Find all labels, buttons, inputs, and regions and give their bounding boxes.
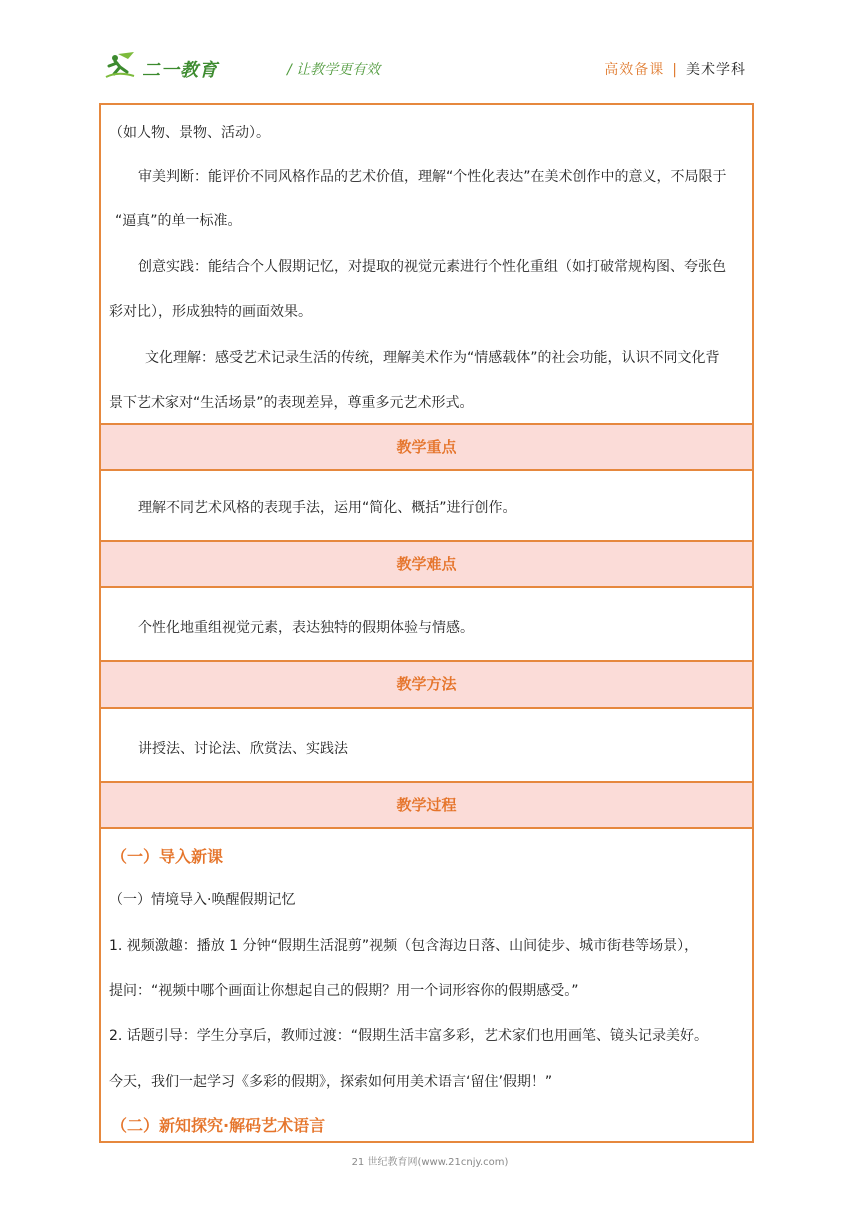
key-points-heading: 教学重点 (101, 423, 752, 471)
header-subject: 美术学科 (686, 62, 746, 78)
header-subject-info (604, 59, 746, 79)
creative-practice-line-1: 创意实践：能结合个人假期记忆，对提取的视觉元素进行个性化重组（如打破常规构图、夸张色 (138, 259, 726, 275)
intro-line-1: （如人物、景物、活动）。 (109, 125, 270, 141)
logo-text: 二一教育 (142, 60, 218, 81)
header-tagline: 高效备课 (604, 62, 665, 78)
aesthetic-judgment-line-1: 审美判断：能评价不同风格作品的艺术价值，理解“个性化表达”在美术创作中的意义，不局限于 (138, 169, 727, 185)
creative-practice-line-2: 彩对比），形成独特的画面效果。 (109, 304, 312, 320)
section-2-title: （二）新知探究·解码艺术语言 (111, 1116, 326, 1135)
page-footer: 21 世纪教育网(www.21cnjy.com) (351, 1157, 509, 1168)
page-header (0, 0, 860, 100)
running-figure-logo-icon (104, 50, 140, 80)
methods-heading: 教学方法 (101, 660, 752, 709)
aesthetic-judgment-line-2: “逼真”的单一标准。 (115, 213, 242, 229)
process-line-2: 提问：“视频中哪个画面让你想起自己的假期？用一个词形容你的假期感受。” (109, 983, 579, 999)
lesson-plan-table (99, 103, 754, 1143)
methods-text: 讲授法、讨论法、欣赏法、实践法 (138, 741, 348, 757)
section-1-subtitle: （一）情境导入·唤醒假期记忆 (109, 892, 296, 908)
header-separator: | (672, 62, 678, 78)
difficulties-heading: 教学难点 (101, 540, 752, 588)
cultural-understanding-line-2: 景下艺术家对“生活场景”的表现差异，尊重多元艺术形式。 (109, 395, 474, 411)
process-heading: 教学过程 (101, 781, 752, 829)
process-line-1: 1. 视频激趣：播放 1 分钟“假期生活混剪”视频（包含海边日落、山间徒步、城市街巷等场景）， (109, 938, 699, 954)
difficulties-text: 个性化地重组视觉元素，表达独特的假期体验与情感。 (138, 620, 474, 636)
key-points-text: 理解不同艺术风格的表现手法，运用“简化、概括”进行创作。 (138, 500, 517, 516)
header-slogan: / 让教学更有效 (287, 62, 381, 78)
process-line-3: 2. 话题引导：学生分享后，教师过渡：“假期生活丰富多彩，艺术家们也用画笔、镜头记录美好。 (109, 1028, 709, 1044)
brand-logo (104, 50, 229, 82)
process-line-4: 今天，我们一起学习《多彩的假期》，探索如何用美术语言‘留住’假期！” (109, 1074, 553, 1090)
cultural-understanding-line-1: 文化理解：感受艺术记录生活的传统，理解美术作为“情感载体”的社会功能，认识不同文化背 (145, 350, 720, 366)
section-1-title: （一）导入新课 (111, 847, 224, 866)
